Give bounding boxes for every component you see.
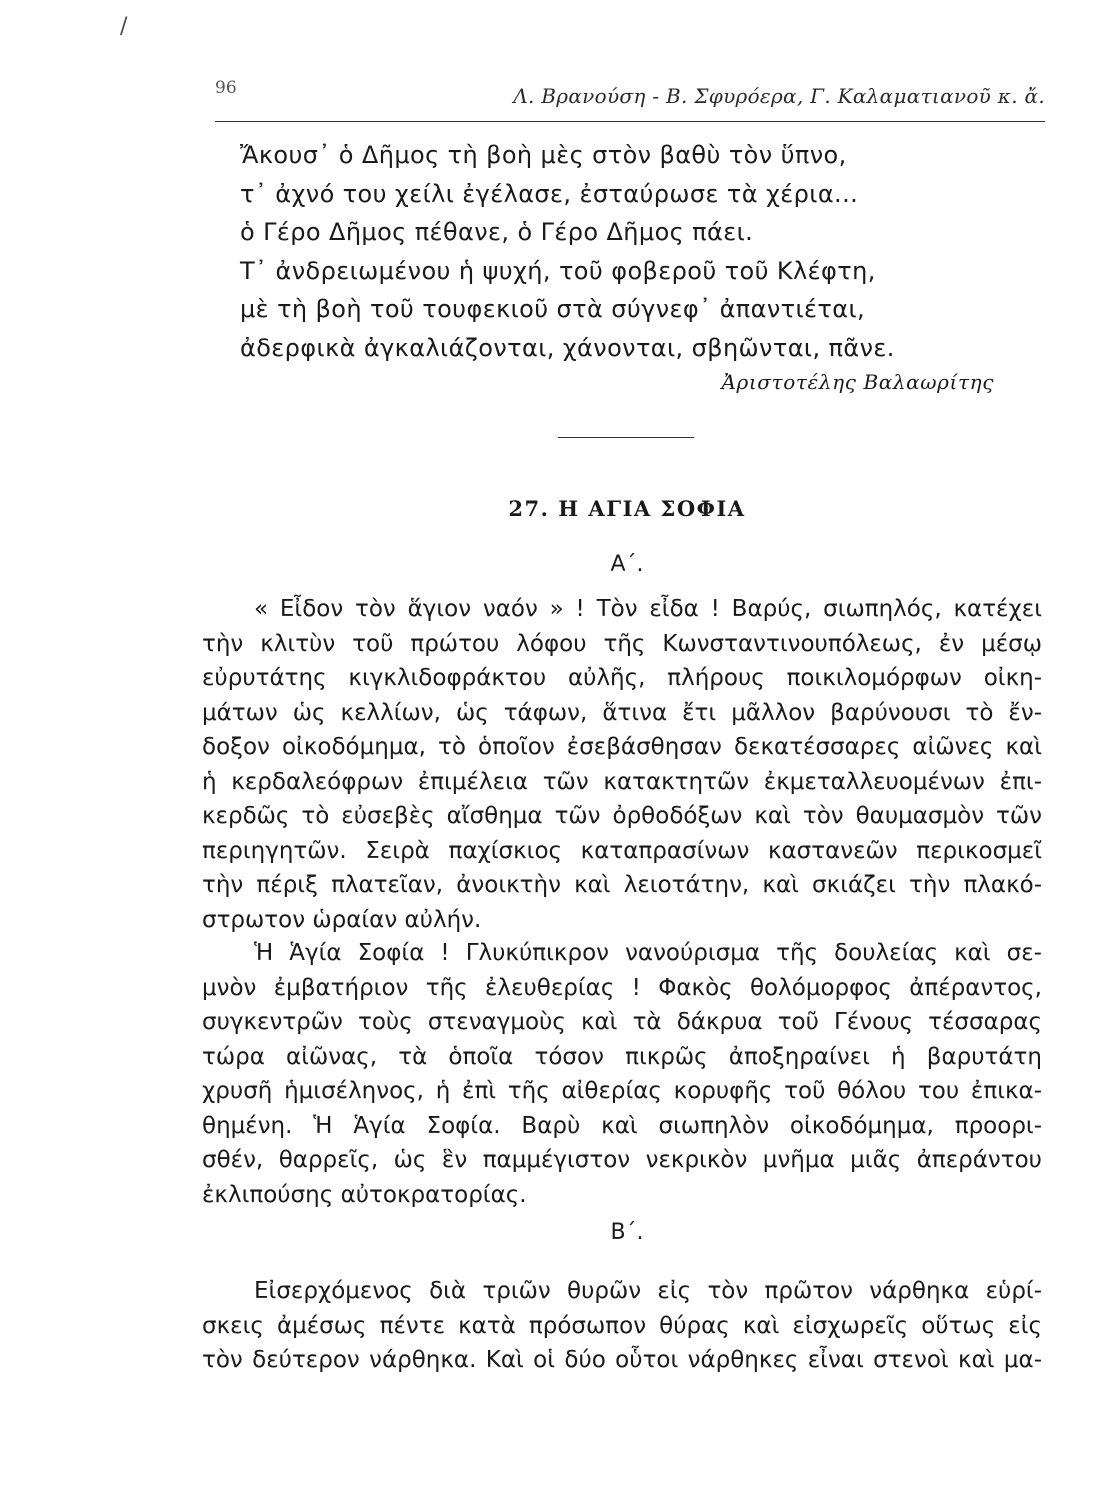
text-line: « Εἶδον τὸν ἅγιον ναόν » ! Τὸν εἶδα ! Βαρύς, σιωπηλός, κατέχει	[254, 596, 1042, 622]
text-line: ἡ κερδαλεόφρων ἐπιμέλεια τῶν κατακτητῶν ἐκμεταλλευομένων ἐπι-	[202, 768, 1042, 795]
poem-line: τ᾽ ἀχνό του χείλι ἐγέλασε, ἐσταύρωσε τὰ χέρια...	[240, 179, 859, 208]
text-line: τὸν δεύτερον νάρθηκα. Καὶ οἱ δύο οὗτοι νάρθηκες εἶναι στενοὶ καὶ μα-	[202, 1347, 1042, 1373]
text-line: σκεις ἀμέσως πέντε κατὰ πρόσωπον θύρας καὶ εἰσχωρεῖς οὕτως εἰς	[202, 1312, 1042, 1339]
header-rule	[215, 121, 1045, 122]
section-b-heading: Β΄.	[610, 1220, 644, 1245]
poem	[240, 136, 1040, 367]
text-line: συγκεντρῶν τοὺς στεναγμοὺς καὶ τὰ δάκρυα τοῦ Γένους τέσσαρας	[202, 1009, 1042, 1035]
chapter-title: 27. Η ΑΓΙΑ ΣΟΦΙΑ	[508, 496, 746, 521]
text-line: τὴν πέριξ πλατεῖαν, ἀνοικτὴν καὶ λειοτάτην, καὶ σκιάζει τὴν πλακό-	[202, 872, 1042, 898]
poem-line: ὁ Γέρο Δῆμος πέθανε, ὁ Γέρο Δῆμος πάει.	[240, 218, 754, 246]
text-line: θημένη. Ἡ Ἁγία Σοφία. Βαρὺ καὶ σιωπηλὸν οἰκοδόμημα, προορι-	[202, 1112, 1042, 1139]
text-line: δοξον οἰκοδόμημα, τὸ ὁποῖον ἐσεβάσθησαν δεκατέσσαρες αἰῶνες καὶ	[202, 734, 1042, 760]
page-number: 96	[215, 78, 237, 98]
running-header-authors: Λ. Βρανούση - Β. Σφυρόερα, Γ. Καλαματιανοῦ κ. ἄ.	[513, 84, 1045, 108]
text-line: κερδῶς τὸ εὐσεβὲς αἴσθημα τῶν ὀρθοδόξων καὶ τὸν θαυμασμὸν τῶν	[202, 803, 1042, 829]
text-line: χρυσῆ ἡμισέληνος, ἡ ἐπὶ τῆς αἰθερίας κορυφῆς τοῦ θόλου του ἐπικα-	[202, 1078, 1042, 1104]
paragraph-3	[202, 1274, 1042, 1378]
poem-line: Τ᾽ ἀνδρειωμένου ἡ ψυχή, τοῦ φοβεροῦ τοῦ Κλέφτη,	[240, 256, 876, 285]
section-divider	[558, 437, 694, 438]
paragraph-2	[202, 936, 1042, 1212]
text-line: στρωτον ὡραίαν αὐλήν.	[202, 906, 482, 933]
poem-author: Ἀριστοτέλης Βαλαωρίτης	[721, 370, 994, 394]
poem-line: ἀδερφικὰ ἀγκαλιάζονται, χάνονται, σβηῶνται, πᾶνε.	[240, 333, 895, 362]
paragraph-1	[202, 592, 1042, 937]
margin-mark: /	[120, 14, 128, 39]
text-line: περιηγητῶν. Σειρὰ παχίσκιος καταπρασίνων καστανεῶν περικοσμεῖ	[202, 837, 1042, 864]
running-header	[215, 68, 1045, 122]
text-line: σθέν, θαρρεῖς, ὡς ἓν παμμέγιστον νεκρικὸν μνῆμα μιᾶς ἀπεράντου	[202, 1147, 1042, 1173]
poem-line: Ἄκουσ᾽ ὁ Δῆμος τὴ βοὴ μὲς στὸν βαθὺ τὸν ὕπνο,	[240, 141, 847, 169]
text-line: τὴν κλιτὺν τοῦ πρώτου λόφου τῆς Κωνσταντινουπόλεως, ἐν μέσῳ	[202, 630, 1042, 657]
text-line: εὐρυτάτης κιγκλιδοφράκτου αὐλῆς, πλήρους ποικιλομόρφων οἰκη-	[202, 665, 1042, 691]
text-line: μνὸν ἐμβατήριον τῆς ἐλευθερίας ! Φακὸς θολόμορφος ἀπέραντος,	[202, 974, 1042, 1001]
poem-line: μὲ τὴ βοὴ τοῦ τουφεκιοῦ στὰ σύγνεφ᾽ ἀπαντιέται,	[240, 295, 866, 323]
text-line: Ἡ Ἁγία Σοφία ! Γλυκύπικρον νανούρισμα τῆς δουλείας καὶ σε-	[254, 940, 1042, 966]
text-line: μάτων ὡς κελλίων, ὡς τάφων, ἅτινα ἔτι μᾶλλον βαρύνουσι τὸ ἔν-	[202, 699, 1042, 726]
text-line: τώρα αἰῶνας, τὰ ὁποῖα τόσον πικρῶς ἀποξηραίνει ἡ βαρυτάτη	[202, 1043, 1042, 1070]
text-line: Εἰσερχόμενος διὰ τριῶν θυρῶν εἰς τὸν πρῶτον νάρθηκα εὑρί-	[254, 1278, 1042, 1304]
section-a-heading: Α΄.	[610, 552, 644, 577]
text-line: ἐκλιπούσης αὐτοκρατορίας.	[202, 1181, 527, 1208]
